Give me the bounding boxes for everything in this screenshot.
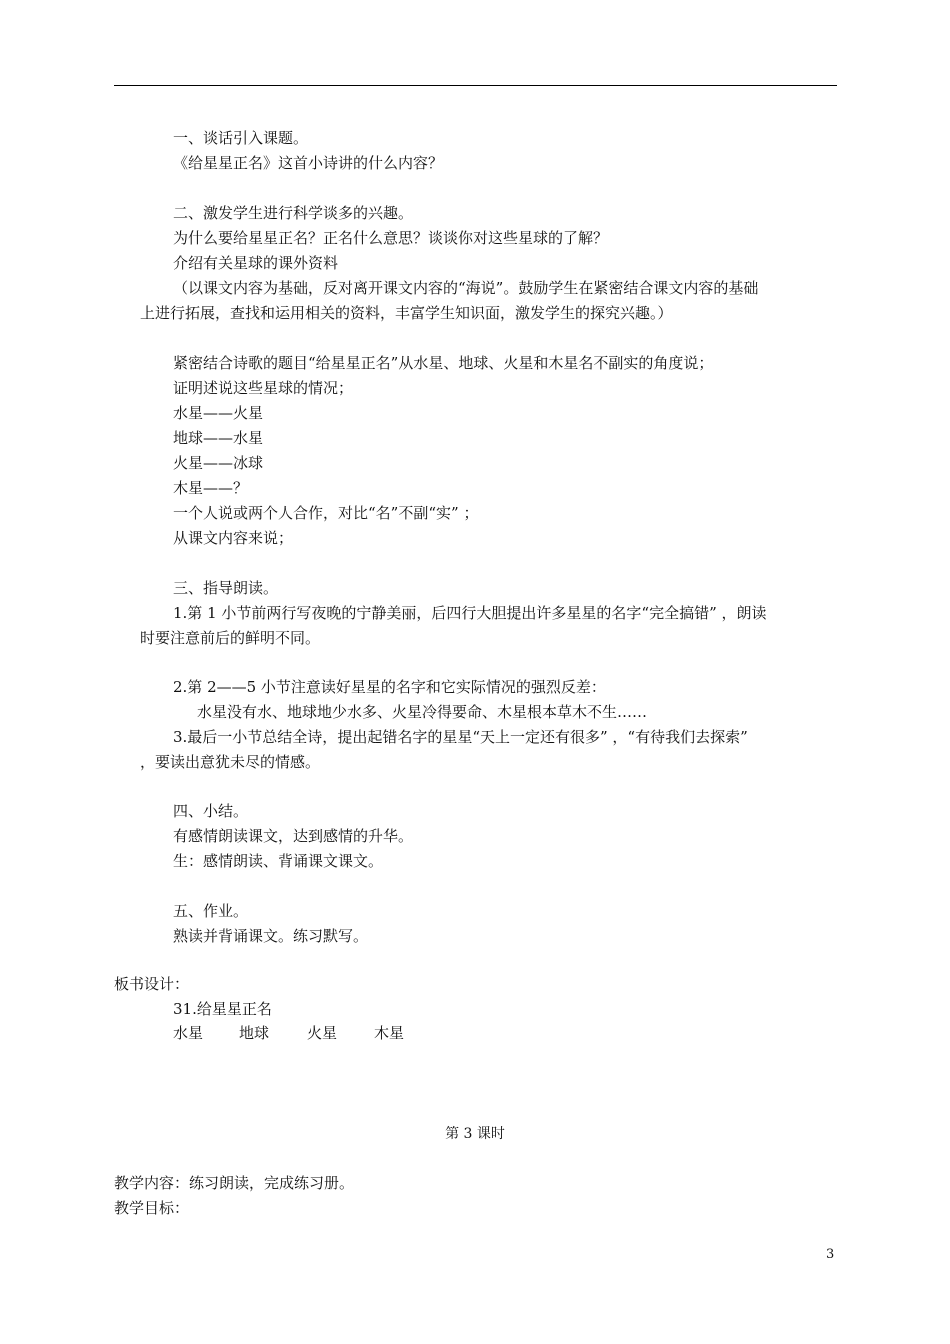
board-item-mercury: 水星 [173,1024,204,1042]
section-4-line-2: 生：感情朗读、背诵课文课文。 [173,852,384,870]
section-3-heading: 三、指导朗读。 [173,579,279,597]
section-2-paragraph-2: 证明述说这些星球的情况； [173,379,354,397]
section-2-question-2: 介绍有关星球的课外资料 [173,254,339,272]
page-number: 3 [826,1247,835,1262]
lesson-3-content: 教学内容：练习朗读，完成练习册。 [114,1174,355,1192]
board-item-jupiter: 木星 [374,1024,405,1042]
board-item-mars: 火星 [307,1024,338,1042]
section-5-heading: 五、作业。 [173,902,249,920]
lesson-3-title: 第 3 课时 [445,1126,505,1142]
section-3-item-2: 2.第 2——5 小节注意读好星星的名字和它实际情况的强烈反差： [173,678,606,696]
section-3-item-3-line-2: ，要读出意犹未尽的情感。 [140,753,321,771]
board-design-title: 31.给星星正名 [173,1000,272,1018]
section-3-item-1-line-1: 1.第 1 小节前两行写夜晚的宁静美丽，后四行大胆提出许多星星的名字“完全搞错” ，朗读 [173,604,767,622]
planet-pair-1: 水星——火星 [173,404,264,422]
section-2-heading: 二、激发学生进行科学谈多的兴趣。 [173,204,414,222]
section-2-paragraph-4: 从课文内容来说； [173,529,294,547]
section-1-question: 《给星星正名》这首小诗讲的什么内容？ [173,154,444,172]
section-2-question-1: 为什么要给星星正名？正名什么意思？谈谈你对这些星球的了解？ [173,229,609,247]
board-item-earth: 地球 [239,1024,270,1042]
section-2-paragraph-1: 紧密结合诗歌的题目“给星星正名”从水星、地球、火星和木星名不副实的角度说； [173,354,714,372]
planet-pair-2: 地球——水星 [173,429,264,447]
board-design-label: 板书设计： [114,975,190,993]
section-4-line-1: 有感情朗读课文，达到感情的升华。 [173,827,414,845]
section-3-item-2-detail: 水星没有水、地球地少水多、火星冷得要命、木星根本草木不生…… [197,703,648,721]
section-2-paragraph-3: 一个人说或两个人合作，对比“名”不副“实” ； [173,504,479,522]
section-3-item-3-line-1: 3.最后一小节总结全诗，提出起错名字的星星“天上一定还有很多” ，“有待我们去探索” [173,728,748,746]
section-2-note-line-1: （以课文内容为基础，反对离开课文内容的“海说”。鼓励学生在紧密结合课文内容的基础 [173,279,759,297]
lesson-3-goals: 教学目标： [114,1199,190,1217]
section-1-heading: 一、谈话引入课题。 [173,129,309,147]
section-4-heading: 四、小结。 [173,802,249,820]
section-2-note-line-2: 上进行拓展，查找和运用相关的资料，丰富学生知识面，激发学生的探究兴趣。） [140,304,673,322]
section-5-line-1: 熟读并背诵课文。练习默写。 [173,927,369,945]
header-rule [114,85,837,86]
board-design-items [173,1023,404,1043]
section-3-item-1-line-2: 时要注意前后的鲜明不同。 [140,629,321,647]
planet-pair-4: 木星——？ [173,479,249,497]
planet-pair-3: 火星——冰球 [173,454,264,472]
